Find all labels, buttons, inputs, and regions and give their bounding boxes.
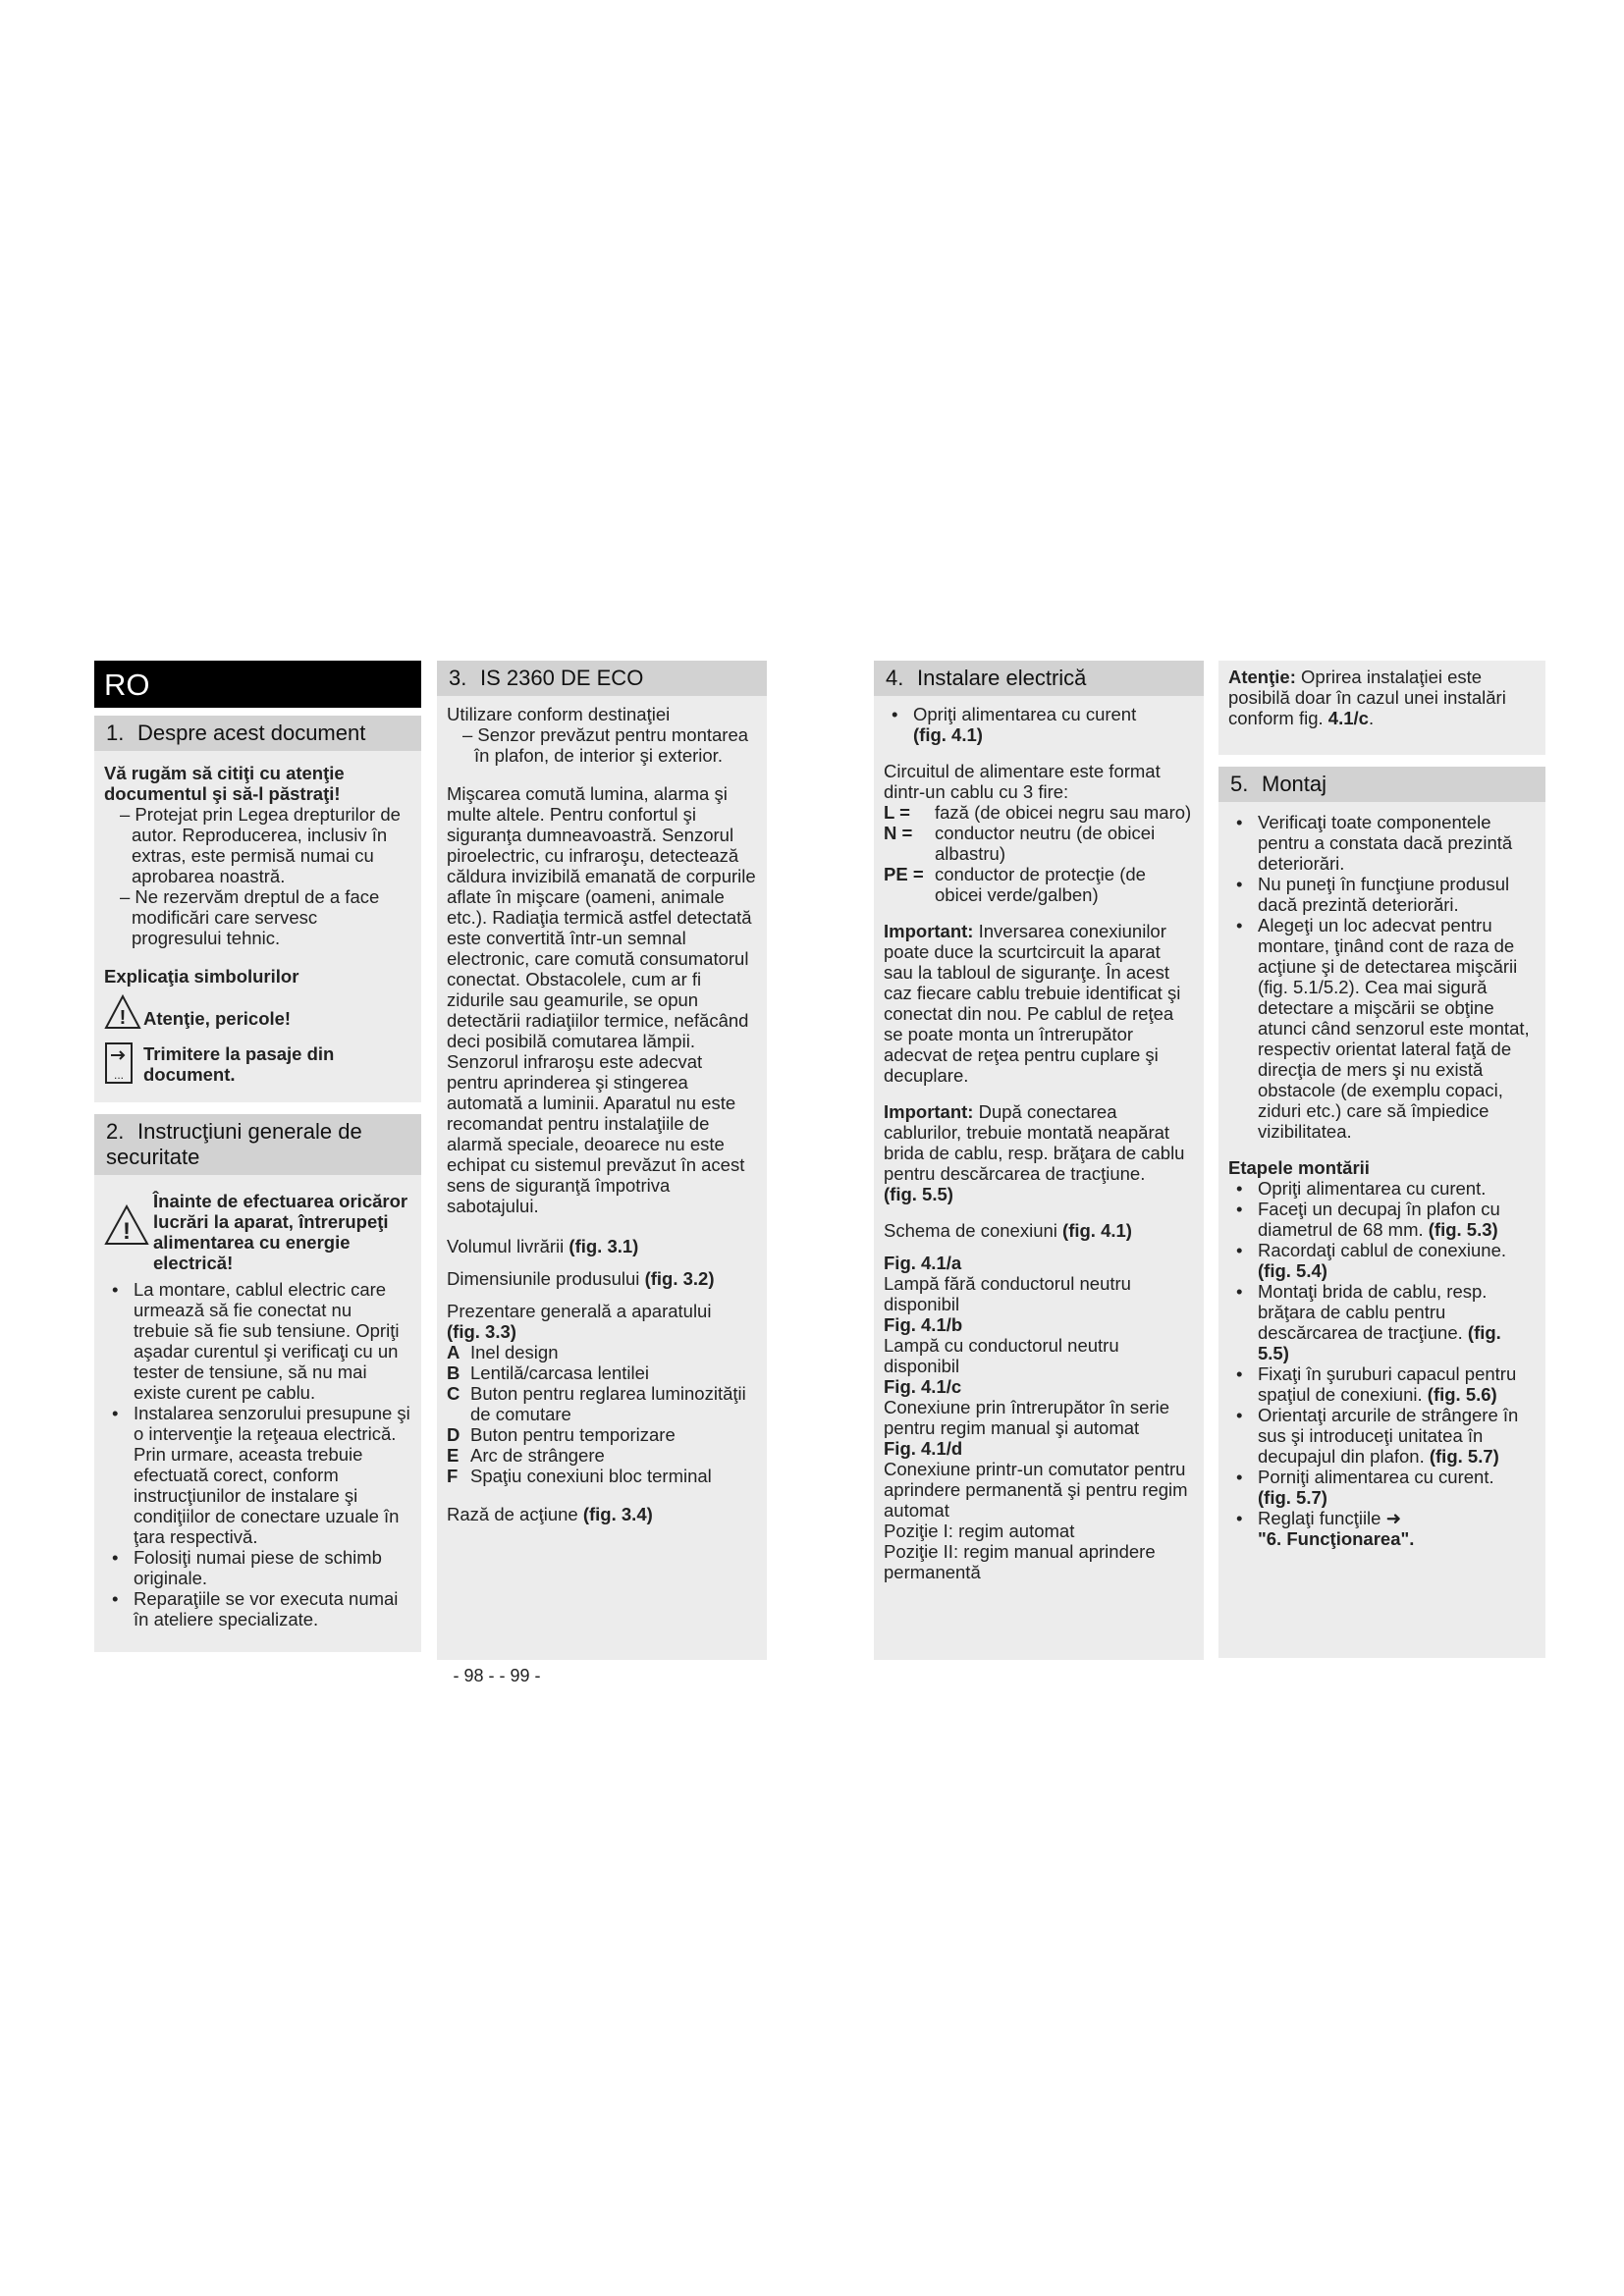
list-item: • Alegeţi un loc adecvat pentru montare, ţinând cont de raza de acţiune şi de detectarea mişcării (fig. 5.1/5.2). Cea mai sigură detectare a mişcării se obţine atunci când senzorul este montat, respectiv orientat lateral faţă de direcţia de mers şi nu există obstacole (de exemplu copaci, ziduri etc.) care să împiedice vizibilitatea.: [1228, 915, 1536, 1142]
section-2-body: [94, 1175, 421, 1652]
step-text: Faceţi un decupaj în plafon cu diametrul de 68 mm.: [1258, 1199, 1500, 1240]
important-label: Important:: [884, 1101, 974, 1122]
symbols-heading: Explicaţia simbolurilor: [104, 966, 299, 987]
step-text: Fixaţi în şuruburi capacul pentru spaţiul de conexiuni.: [1258, 1363, 1517, 1405]
section-2-number: 2.: [106, 1119, 125, 1144]
column-1: [94, 661, 421, 1660]
step-text: Opriţi alimentarea cu curent.: [1258, 1178, 1487, 1199]
fig-label: Fig. 4.1/c: [884, 1376, 962, 1397]
section-5-number: 5.: [1230, 772, 1249, 796]
fig-text: Lampă cu conductorul neutru disponibil: [884, 1335, 1119, 1376]
list-item: [1228, 1178, 1536, 1199]
attention-fig: 4.1/c: [1327, 708, 1369, 728]
symbol-reference-label: Trimitere la pasaje din document.: [143, 1043, 335, 1085]
part-letter: B: [447, 1362, 460, 1383]
intended-use-detail: – Senzor prevăzut pentru montarea în plafon, de interior şi exterior.: [462, 724, 749, 766]
language-tag: RO: [94, 661, 421, 708]
steps-list: [1228, 1178, 1536, 1549]
position-2: Poziţie II: regim manual aprindere permanentă: [884, 1541, 1156, 1582]
list-item: [1228, 1508, 1536, 1549]
part-text: Buton pentru temporizare: [470, 1424, 676, 1445]
important-label: Important:: [884, 921, 974, 941]
symbol-warning-label: Atenţie, pericole!: [143, 1008, 292, 1029]
list-item: [1228, 1467, 1536, 1508]
part-text: Arc de strângere: [470, 1445, 605, 1466]
fig-label: Fig. 4.1/d: [884, 1438, 963, 1459]
column-4: [1218, 661, 1545, 1660]
part-letter: A: [447, 1342, 460, 1362]
svg-text:!: !: [119, 1007, 127, 1029]
part-text: Lentilă/carcasa lentilei: [470, 1362, 650, 1383]
list-item: • Instalarea senzorului presupune şi o intervenţie la reţeaua electrică. Prin urmare, aceasta trebuie efectuată corect, conform instrucţiunilor de instalare şi condiţiilor de conectare uzuale în ţara respectivă.: [104, 1403, 411, 1547]
step-fig: (fig. 5.3): [1428, 1219, 1498, 1240]
document-reference-icon: [104, 1041, 143, 1089]
list-item: [1228, 1405, 1536, 1467]
section-4-number: 4.: [886, 666, 904, 690]
delivery-line: [447, 1236, 757, 1256]
list-item: [447, 1445, 757, 1466]
section-5-heading: [1218, 767, 1545, 802]
safety-warning-text: Înainte de efectuarea oricăror lucrări la aparat, întrerupeţi alimentarea cu energie electrică!: [153, 1191, 408, 1273]
wire-code: N =: [884, 823, 913, 843]
safety-list: [104, 1279, 411, 1629]
wire-code: PE =: [884, 864, 924, 884]
overview-fig: (fig. 3.3): [447, 1321, 516, 1342]
power-off-fig: (fig. 4.1): [913, 724, 983, 745]
delivery-fig: (fig. 3.1): [568, 1236, 639, 1256]
power-off-text: Opriţi alimentarea cu curent: [913, 704, 1137, 724]
symbol-reference-row: [104, 1041, 411, 1089]
part-letter: E: [447, 1445, 460, 1466]
copyright-note: – Protejat prin Legea drepturilor de autor. Reproducerea, inclusiv în extras, este permisă numai cu aprobarea noastră.: [120, 804, 401, 886]
attention-label: Atenţie:: [1228, 667, 1296, 687]
symbol-warning-row: [104, 994, 411, 1034]
wire-text: fază (de obicei negru sau maro): [935, 802, 1192, 823]
list-item: • Verificaţi toate componentele pentru a constata dacă prezintă deteriorări.: [1228, 812, 1536, 874]
part-letter: F: [447, 1466, 459, 1486]
list-item: [447, 1362, 757, 1383]
step-fig: (fig. 5.7): [1429, 1446, 1499, 1467]
scheme-fig: (fig. 4.1): [1062, 1220, 1132, 1241]
part-letter: C: [447, 1383, 460, 1404]
list-item: [1228, 1363, 1536, 1405]
step-fig: (fig. 5.4): [1258, 1260, 1327, 1281]
range-label: Rază de acţiune: [447, 1504, 578, 1524]
step-fig: (fig. 5.5): [1258, 1322, 1501, 1363]
scheme-line: [884, 1220, 1194, 1241]
attention-text: Oprirea instalaţiei este posibilă doar în cazul unei instalări conform fig.: [1228, 667, 1506, 728]
wire-text: conductor neutru (de obicei albastru): [935, 823, 1156, 864]
intended-use: Utilizare conform destinaţiei: [447, 704, 671, 724]
circuit-intro: Circuitul de alimentare este format dintr-un cablu cu 3 fire:: [884, 761, 1161, 802]
fig-label: Fig. 4.1/a: [884, 1253, 962, 1273]
range-line: [447, 1504, 757, 1524]
section-1-heading: [94, 716, 421, 751]
page-numbers: - 98 - - 99 -: [453, 1666, 541, 1685]
list-item: • Nu puneţi în funcţiune produsul dacă prezintă deteriorări.: [1228, 874, 1536, 915]
section-5-body: [1218, 802, 1545, 1658]
svg-text:!: !: [123, 1218, 131, 1245]
wire-text: conductor de protecţie (de obicei verde/galben): [935, 864, 1146, 905]
dimensions-fig: (fig. 3.2): [644, 1268, 715, 1289]
important-text: Inversarea conexiunilor poate duce la scurtcircuit la aparat sau la tabloul de siguranţe. În acest caz fiecare cablu trebuie identificat şi conectat din nou. Pe cablul de reţea se poate monta un întrerupător adecvat de reţea pentru cuplare şi decuplare.: [884, 921, 1181, 1086]
steps-heading: Etapele montării: [1228, 1157, 1370, 1178]
safety-warning: [104, 1191, 411, 1273]
list-item: [1228, 1199, 1536, 1240]
wire-code: L =: [884, 802, 910, 823]
step-text: Montaţi brida de cablu, resp. brăţara de cablu pentru descărcarea de tracţiune.: [1258, 1281, 1488, 1343]
step-fig: (fig. 5.6): [1427, 1384, 1497, 1405]
list-item: [447, 1466, 757, 1486]
column-2: [437, 661, 767, 1660]
description: Mişcarea comută lumina, alarma şi multe altele. Pentru confortul şi siguranţa dumneavoastră. Senzorul piroelectric, cu infraroşu, detectează căldura invizibilă emanată de corpurile aflate în mişcare (oameni, animale etc.). Radiaţia termică astfel detectată este convertită într-un semnal electronic, care comută consumatorul conectat. Obstacolele, cum ar fi zidurile sau geamurile, se opun detectării radiaţiilor termice, nefăcând deci posibilă comutarea lămpii. Senzorul infraroşu este adecvat pentru aprinderea şi stingerea automată a luminii. Aparatul nu este recomandat pentru instalaţiile de alarmă speciale, deoarece nu este echipat cu sistemul prevăzut în acest sens de siguranţă împotriva sabotajului.: [447, 783, 756, 1216]
section-1-body: [94, 751, 421, 1102]
list-item: [1228, 1240, 1536, 1281]
section-2-heading: [94, 1114, 421, 1175]
checks-list: [1228, 812, 1536, 1142]
section-3-heading: [437, 661, 767, 696]
section-5-title: Montaj: [1262, 772, 1327, 796]
list-item: [884, 802, 1194, 823]
step-fig: (fig. 5.7): [1258, 1487, 1327, 1508]
important-fig: (fig. 5.5): [884, 1184, 953, 1204]
fig-text: Conexiune printr-un comutator pentru aprindere permanentă şi pentru regim automat: [884, 1459, 1188, 1521]
step-text: Porniţi alimentarea cu curent.: [1258, 1467, 1494, 1487]
dimensions-line: [447, 1268, 757, 1289]
step-text: Racordaţi cablul de conexiune.: [1258, 1240, 1506, 1260]
parts-list: [447, 1342, 757, 1486]
delivery-label: Volumul livrării: [447, 1236, 565, 1256]
position-1: Poziţie I: regim automat: [884, 1521, 1075, 1541]
important-text: După conectarea cablurilor, trebuie montată neapărat brida de cablu, resp. brăţara de cablu pentru descărcarea de tracţiune.: [884, 1101, 1185, 1184]
list-item: [884, 823, 1194, 864]
section-1-number: 1.: [106, 721, 125, 745]
svg-text:...: ...: [113, 1068, 125, 1082]
list-item: [447, 1424, 757, 1445]
list-item: [447, 1383, 757, 1424]
part-text: Spaţiu conexiuni bloc terminal: [470, 1466, 712, 1486]
fig-text: Lampă fără conductorul neutru disponibil: [884, 1273, 1131, 1314]
section-2-title: Instrucţiuni generale de securitate: [106, 1119, 362, 1169]
column-3: [874, 661, 1204, 1660]
scheme-label: Schema de conexiuni: [884, 1220, 1057, 1241]
step-text: Reglaţi funcţiile ➜: [1258, 1508, 1402, 1528]
important-note-1: [884, 921, 1194, 1086]
list-item: [884, 864, 1194, 905]
section-3-body: [437, 696, 767, 1532]
step-reference: "6. Funcţionarea".: [1258, 1528, 1415, 1549]
part-text: Inel design: [470, 1342, 559, 1362]
section-3-number: 3.: [449, 666, 467, 690]
step-text: Orientaţi arcurile de strângere în sus şi introduceţi unitatea în decupajul din plafon.: [1258, 1405, 1519, 1467]
section-4-heading: [874, 661, 1204, 696]
overview-label: Prezentare generală a aparatului: [447, 1301, 712, 1321]
warning-large-icon: [104, 1191, 151, 1250]
changes-note: – Ne rezervăm dreptul de a face modificări care servesc progresului tehnic.: [120, 886, 380, 948]
section-3-title: IS 2360 DE ECO: [480, 666, 644, 690]
list-item: • Reparaţiile se vor executa numai în ateliere specializate.: [104, 1588, 411, 1629]
warning-triangle-icon: [104, 994, 143, 1034]
part-text: Buton pentru reglarea luminozităţii de comutare: [470, 1383, 746, 1424]
section-4-title: Instalare electrică: [917, 666, 1087, 690]
section-4-body: [874, 696, 1204, 1590]
dimensions-label: Dimensiunile produsului: [447, 1268, 640, 1289]
power-off-list: [884, 704, 1194, 745]
important-note-2: [884, 1101, 1194, 1204]
list-item: [1228, 1281, 1536, 1363]
range-fig: (fig. 3.4): [582, 1504, 653, 1524]
list-item: • Folosiţi numai piese de schimb originale.: [104, 1547, 411, 1588]
list-item: [884, 704, 1194, 745]
fig-text: Conexiune prin întrerupător în serie pentru regim manual şi automat: [884, 1397, 1170, 1438]
list-item: • La montare, cablul electric care urmează să fie conectat nu trebuie să fie sub tensiune. Opriţi aşadar curentul şi verificaţi cu un tester de tensiune, să nu mai existe curent pe cablu.: [104, 1279, 411, 1403]
attention-box: Atenţie: Oprirea instalaţiei este posibilă doar în cazul unei instalări conform fig. 4.1/c.: [1218, 661, 1545, 755]
section-1-title: Despre acest document: [137, 721, 366, 745]
part-letter: D: [447, 1424, 460, 1445]
list-item: [447, 1342, 757, 1362]
intro-bold: Vă rugăm să citiţi cu atenţie documentul şi să-l păstraţi!: [104, 763, 345, 804]
fig-label: Fig. 4.1/b: [884, 1314, 963, 1335]
